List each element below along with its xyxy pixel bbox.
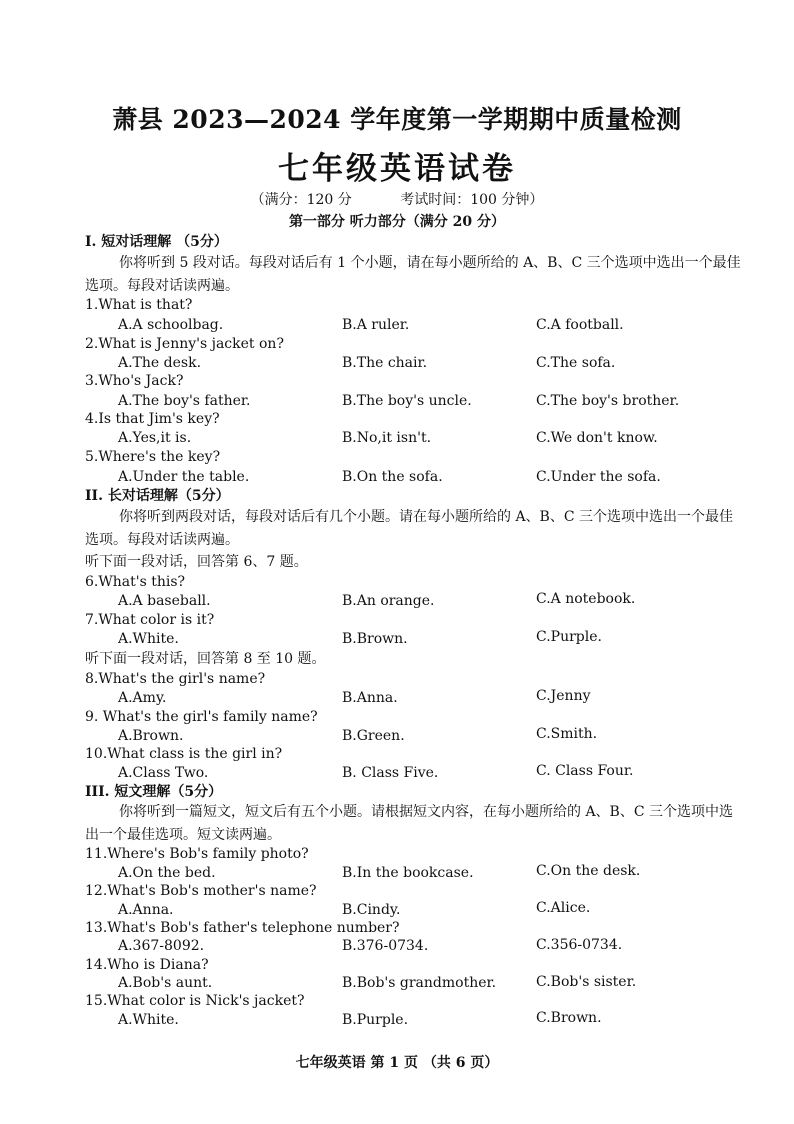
option-6c: C.A notebook. [536,591,636,607]
option-8b: B.Anna. [342,690,398,706]
option-14b: B.Bob's grandmother. [342,975,497,991]
option-13b: B.376-0734. [342,938,429,954]
page-footer: 七年级英语 第 1 页 （共 6 页） [295,1055,499,1071]
question-13: 13.What's Bob's father's telephone number? [85,920,400,936]
exam-info [0,189,794,209]
option-9c: C.Smith. [536,726,598,742]
option-4c: C.We don't know. [536,430,658,446]
section-3-title: III. 短文理解（5分） [85,784,223,800]
question-14: 14.Who is Diana? [85,957,209,973]
option-7c: C.Purple. [536,629,602,645]
question-11: 11.Where's Bob's family photo? [85,846,309,862]
option-13c: C.356-0734. [536,937,623,953]
question-12: 12.What's Bob's mother's name? [85,883,317,899]
section-1-directions: 你将听到 5 段对话。每段对话后有 1 个小题，请在每小题所给的 A、B、C 三个选项中选出一个最佳选项。每段对话读两遍。 [85,255,741,294]
full-score: （满分：120 分 [250,192,352,208]
exam-subtitle: 七年级英语试卷 [278,151,516,187]
option-12a: A.Anna. [118,902,174,918]
question-8: 8.What's the girl's name? [85,671,266,687]
question-2: 2.What is Jenny's jacket on? [85,336,284,352]
option-3b: B.The boy's uncle. [342,393,472,409]
option-12b: B.Cindy. [342,902,401,918]
question-4: 4.Is that Jim's key? [85,411,220,427]
option-7a: A.White. [118,631,179,647]
option-15b: B.Purple. [342,1012,409,1028]
option-6a: A.A baseball. [118,593,211,609]
option-10a: A.Class Two. [118,765,209,781]
option-3a: A.The boy's father. [118,393,251,409]
section-2-directions: 你将听到两段对话，每段对话后有几个小题。请在每小题所给的 A、B、C 三个选项中选出一个最佳选项。每段对话读两遍。 [85,509,734,548]
section-2-title: II. 长对话理解（5分） [85,488,230,504]
option-4b: B.No,it isn't. [342,430,432,446]
option-5c: C.Under the sofa. [536,469,661,485]
option-1c: C.A football. [536,317,624,333]
question-7: 7.What color is it? [85,612,215,628]
question-1: 1.What is that? [85,297,193,313]
exam-title: 萧县 2023—2024 学年度第一学期期中质量检测 [112,105,682,134]
question-3: 3.Who's Jack? [85,373,184,389]
option-9a: A.Brown. [118,728,184,744]
section-3-directions: 你将听到一篇短文，短文后有五个小题。请根据短文内容，在每小题所给的 A、B、C 三个选项中选出一个最佳选项。短文读两遍。 [85,804,734,843]
option-11a: A.On the bed. [118,865,216,881]
option-8c: C.Jenny [536,688,591,704]
option-15a: A.White. [118,1012,179,1028]
question-9: 9. What's the girl's family name? [85,709,318,725]
section-1-title: I. 短对话理解 （5分） [85,234,228,250]
option-8a: A.Amy. [118,690,167,706]
exam-time: 考试时间：100 分钟） [400,192,544,208]
option-12c: C.Alice. [536,900,591,916]
option-10c: C. Class Four. [536,763,634,779]
question-6: 6.What's this? [85,574,186,590]
option-5b: B.On the sofa. [342,469,443,485]
option-2a: A.The desk. [118,355,202,371]
option-4a: A.Yes,it is. [118,430,192,446]
question-10: 10.What class is the girl in? [85,746,283,762]
question-5: 5.Where's the key? [85,449,221,465]
option-14a: A.Bob's aunt. [118,975,213,991]
option-14c: C.Bob's sister. [536,974,637,990]
option-3c: C.The boy's brother. [536,393,680,409]
question-15: 15.What color is Nick's jacket? [85,993,305,1009]
option-11b: B.In the bookcase. [342,865,474,881]
option-15c: C.Brown. [536,1010,602,1026]
section-2-note-1: 听下面一段对话，回答第 6、7 题。 [85,554,308,570]
option-6b: B.An orange. [342,593,435,609]
option-9b: B.Green. [342,728,405,744]
option-2b: B.The chair. [342,355,428,371]
option-10b: B. Class Five. [342,765,439,781]
option-13a: A.367-8092. [118,938,205,954]
option-7b: B.Brown. [342,631,408,647]
section-2-note-2: 听下面一段对话，回答第 8 至 10 题。 [85,651,326,667]
option-1b: B.A ruler. [342,317,410,333]
option-5a: A.Under the table. [118,469,250,485]
option-2c: C.The sofa. [536,355,616,371]
option-1a: A.A schoolbag. [118,317,224,333]
part-heading: 第一部分 听力部分（满分 20 分） [288,214,506,230]
option-11c: C.On the desk. [536,863,641,879]
